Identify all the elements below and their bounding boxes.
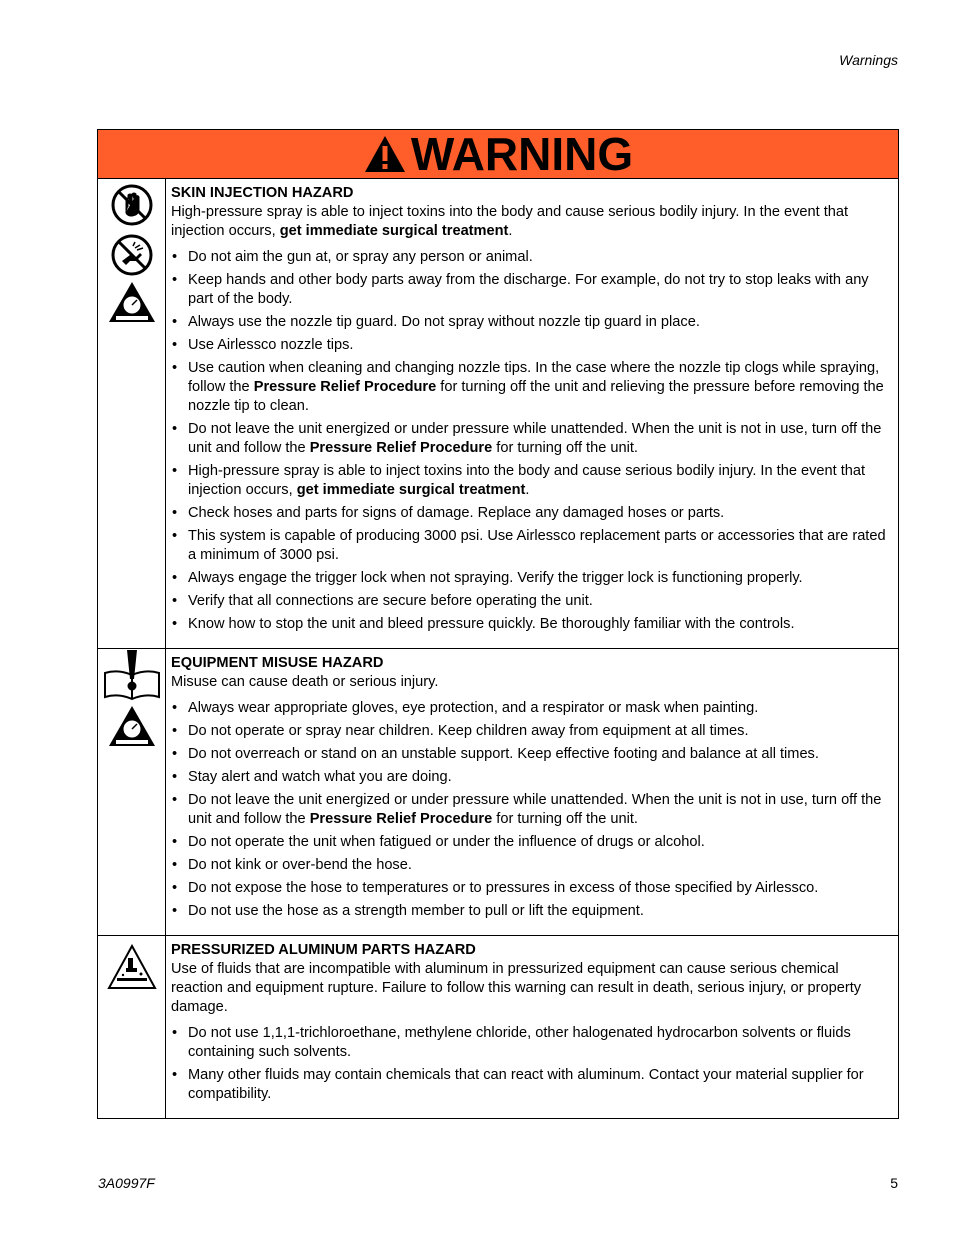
list-item: • This system is capable of producing 3000 psi. Use Airlessco replacement parts or accessories that are rated a minimum of 3000 psi.	[171, 527, 890, 565]
list-item: • Do not kink or over-bend the hose.	[171, 856, 890, 875]
no-hand-icon	[110, 183, 154, 227]
list-item: • High-pressure spray is able to inject toxins into the body and cause serious bodily injury. In the event that injection occurs, get immediate surgical treatment.	[171, 462, 890, 500]
hazard-bullet-list	[171, 1024, 890, 1104]
list-item: • Do not operate or spray near children. Keep children away from equipment at all times.	[171, 722, 890, 741]
hazard-bullet-list	[171, 699, 890, 921]
list-item: • Verify that all connections are secure before operating the unit.	[171, 592, 890, 611]
no-spray-icon	[110, 233, 154, 277]
hazard-icons	[98, 179, 166, 648]
hazard-icons	[98, 649, 166, 935]
hazard-description: Use of fluids that are incompatible with aluminum in pressurized equipment can cause serious chemical reaction and equipment rupture. Failure to follow this warning can result in death, serious injury, or property damage.	[171, 961, 862, 1015]
list-item: • Keep hands and other body parts away from the discharge. For example, do not try to stop leaks with any part of the body.	[171, 271, 890, 309]
warning-banner-text: WARNING	[410, 128, 634, 180]
running-header: Warnings	[839, 52, 898, 68]
list-item: • Do not use 1,1,1-trichloroethane, methylene chloride, other halogenated hydrocarbon solvents or fluids containing such solvents.	[171, 1024, 890, 1062]
list-item: • Many other fluids may contain chemicals that can react with aluminum. Contact your material supplier for compatibility.	[171, 1066, 890, 1104]
list-item: • Always wear appropriate gloves, eye protection, and a respirator or mask when painting.	[171, 699, 890, 718]
pressure-gauge-icon	[108, 705, 156, 747]
hazard-row-skin-injection	[98, 179, 898, 648]
warning-box	[97, 129, 899, 1119]
list-item: • Know how to stop the unit and bleed pressure quickly. Be thoroughly familiar with the controls.	[171, 615, 890, 634]
list-item: • Do not aim the gun at, or spray any person or animal.	[171, 248, 890, 267]
hazard-icons	[98, 936, 166, 1118]
pressure-gauge-icon	[108, 281, 156, 323]
hazard-title: EQUIPMENT MISUSE HAZARD	[171, 655, 384, 671]
list-item: • Always engage the trigger lock when not spraying. Verify the trigger lock is functioning properly.	[171, 569, 890, 588]
list-item: • Stay alert and watch what you are doing.	[171, 768, 890, 787]
hazard-title: SKIN INJECTION HAZARD	[171, 185, 354, 201]
warning-triangle-icon	[363, 134, 407, 174]
list-item: • Do not leave the unit energized or under pressure while unattended. When the unit is not in use, turn off the unit and follow the Pressure Relief Procedure for turning off the unit.	[171, 791, 890, 829]
hazard-title: PRESSURIZED ALUMINUM PARTS HAZARD	[171, 942, 476, 958]
read-manual-icon	[103, 649, 161, 701]
list-item: • Check hoses and parts for signs of damage. Replace any damaged hoses or parts.	[171, 504, 890, 523]
list-item: • Do not leave the unit energized or under pressure while unattended. When the unit is not in use, turn off the unit and follow the Pressure Relief Procedure for turning off the unit.	[171, 420, 890, 458]
list-item: • Do not operate the unit when fatigued or under the influence of drugs or alcohol.	[171, 833, 890, 852]
warning-banner	[98, 130, 898, 179]
hazard-content	[166, 179, 898, 648]
list-item: • Use Airlessco nozzle tips.	[171, 336, 890, 355]
hazard-description: High-pressure spray is able to inject toxins into the body and cause serious bodily injury. In the event that injection occurs, get immediate surgical treatment.	[171, 204, 849, 239]
hazard-bullet-list	[171, 248, 890, 634]
hazard-row-equipment-misuse	[98, 648, 898, 935]
list-item: • Do not use the hose as a strength member to pull or lift the equipment.	[171, 902, 890, 921]
list-item: • Do not overreach or stand on an unstable support. Keep effective footing and balance at all times.	[171, 745, 890, 764]
hazard-row-pressurized-aluminum	[98, 935, 898, 1118]
list-item: • Always use the nozzle tip guard. Do not spray without nozzle tip guard in place.	[171, 313, 890, 332]
page-number: 5	[890, 1175, 898, 1191]
hazard-description: Misuse can cause death or serious injury.	[171, 674, 439, 690]
hazard-content	[166, 649, 898, 935]
list-item: • Do not expose the hose to temperatures or to pressures in excess of those specified by Airlessco.	[171, 879, 890, 898]
list-item: • Use caution when cleaning and changing nozzle tips. In the case where the nozzle tip clogs while spraying, follow the Pressure Relief Procedure for turning off the unit and relieving the pressure before removing the nozzle tip to clean.	[171, 359, 890, 416]
document-number: 3A0997F	[98, 1175, 155, 1191]
chemical-reaction-icon	[107, 944, 157, 990]
hazard-content	[166, 936, 898, 1118]
